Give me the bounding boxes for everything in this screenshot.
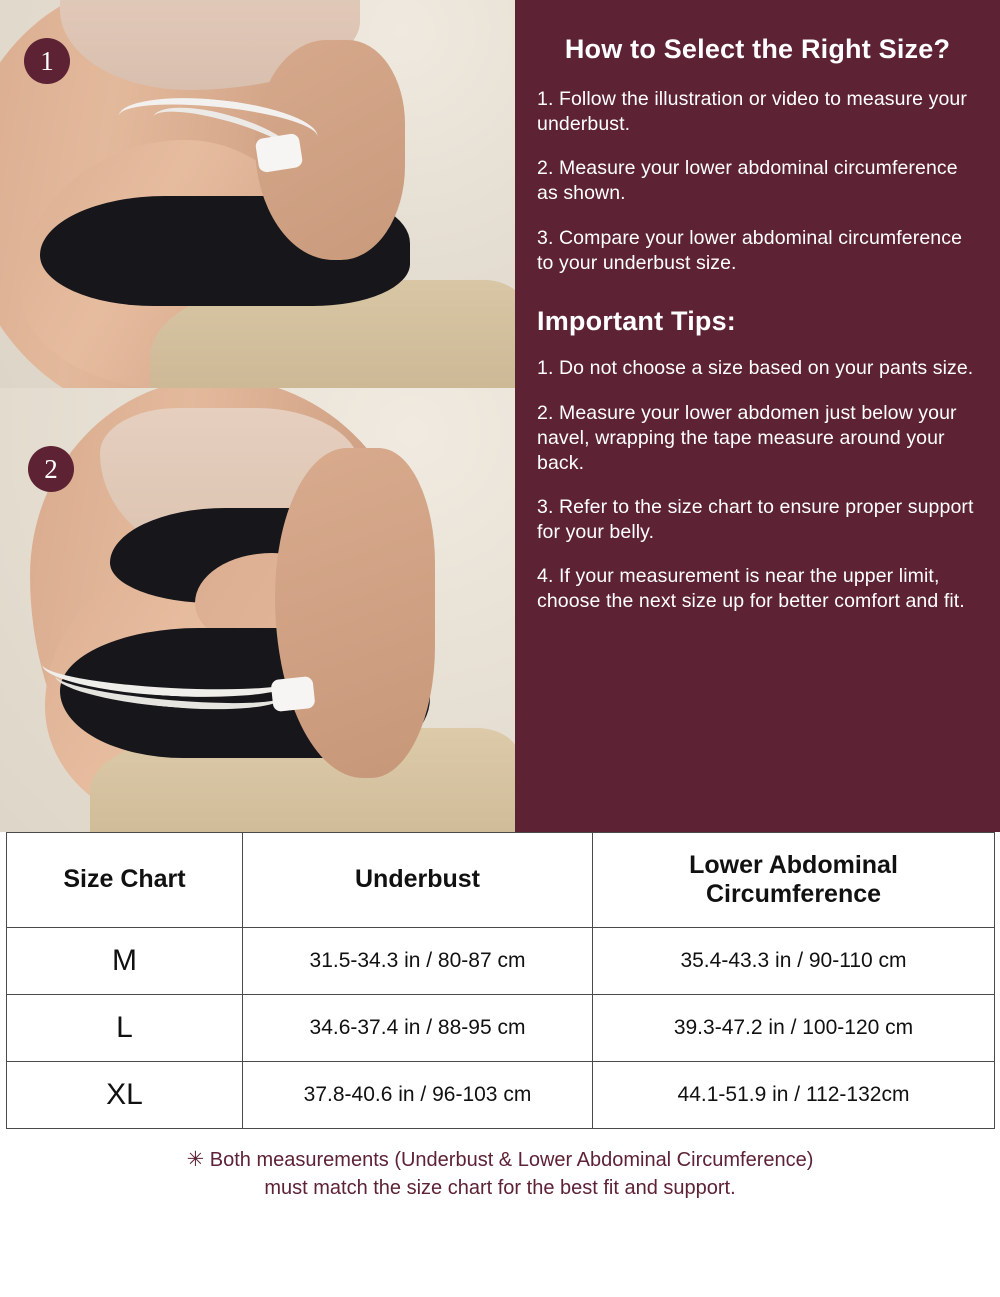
row-xl-underbust: 37.8-40.6 in / 96-103 cm <box>243 1061 593 1128</box>
panel-title: How to Select the Right Size? <box>564 34 951 64</box>
how-to-item-1: 1. Follow the illustration or video to measure your underbust. <box>537 88 967 135</box>
row-m-underbust: 31.5-34.3 in / 80-87 cm <box>243 927 593 994</box>
row-m-abdominal: 35.4-43.3 in / 90-110 cm <box>593 927 995 994</box>
tape-measure-case-2 <box>270 676 315 712</box>
tip-item-2: 2. Measure your lower abdomen just below your navel, wrapping the tape measure around your back. <box>537 401 957 474</box>
measurement-photo-step-2 <box>0 388 515 832</box>
asterisk-icon: ✳ <box>186 1147 205 1171</box>
table-row <box>7 994 995 1061</box>
row-l-abdominal: 39.3-47.2 in / 100-120 cm <box>593 994 995 1061</box>
photo-column <box>0 0 515 832</box>
header-lower-abdominal: Lower Abdominal Circumference <box>593 833 995 928</box>
tip-item-3: 3. Refer to the size chart to ensure proper support for your belly. <box>537 496 974 543</box>
footnote <box>0 1145 1000 1203</box>
footnote-text-2: must match the size chart for the best fit and support. <box>264 1177 736 1200</box>
tape-measure-case-1 <box>255 133 304 173</box>
footnote-text-1: Both measurements (Underbust & Lower Abdominal Circumference) <box>209 1148 814 1171</box>
how-to-item-2: 2. Measure your lower abdominal circumference as shown. <box>537 157 958 205</box>
tip-item-1: 1. Do not choose a size based on your pants size. <box>537 357 974 380</box>
table-row <box>7 927 995 994</box>
row-l-underbust: 34.6-37.4 in / 88-95 cm <box>243 994 593 1061</box>
header-underbust: Underbust <box>243 833 593 928</box>
how-to-item-3: 3. Compare your lower abdominal circumference to your underbust size. <box>537 226 963 274</box>
header-size-chart: Size Chart <box>7 833 243 928</box>
table-row <box>7 1061 995 1128</box>
tip-item-4: 4. If your measurement is near the upper limit, choose the next size up for better comfort and fit. <box>537 565 965 613</box>
measurement-photo-step-1 <box>0 0 515 388</box>
tips-title: Important Tips: <box>537 305 737 336</box>
row-size-xl: XL <box>7 1061 243 1128</box>
table-header-row <box>7 833 995 928</box>
row-size-l: L <box>7 994 243 1061</box>
footnote-line-1 <box>26 1145 974 1175</box>
step-badge-1: 1 <box>24 38 70 84</box>
instructions-panel <box>515 0 1000 832</box>
size-chart-table <box>6 832 995 1129</box>
step-badge-2: 2 <box>28 446 74 492</box>
size-chart-section <box>0 832 1000 1129</box>
row-size-m: M <box>7 927 243 994</box>
row-xl-abdominal: 44.1-51.9 in / 112-132cm <box>593 1061 995 1128</box>
